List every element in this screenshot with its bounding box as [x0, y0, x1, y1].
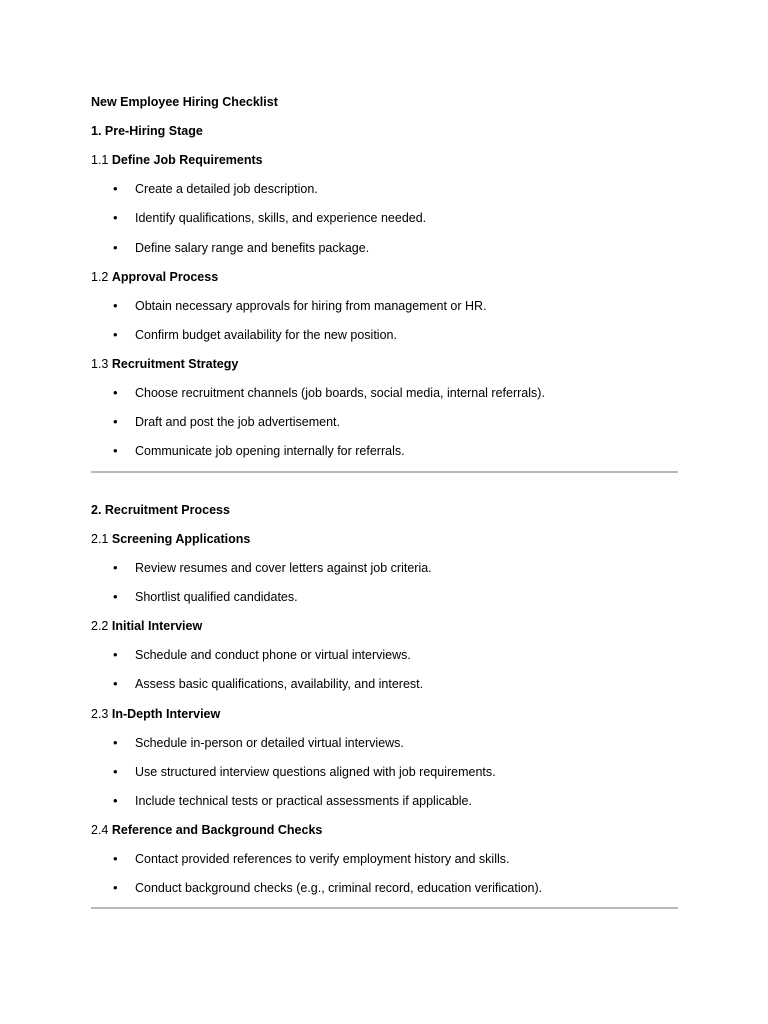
list-item — [113, 443, 405, 459]
subsection-heading — [91, 706, 220, 722]
bullet-icon: • — [113, 589, 118, 604]
list-item-text: Include technical tests or practical assessments if applicable. — [135, 794, 472, 808]
list-item-text: Communicate job opening internally for referrals. — [135, 444, 405, 458]
bullet-icon: • — [113, 764, 118, 779]
list-item-text: Schedule in-person or detailed virtual interviews. — [135, 736, 404, 750]
list-item — [113, 647, 411, 663]
subsection-title: Approval Process — [111, 270, 219, 284]
subsection-number: 1.2 — [91, 270, 109, 284]
list-item — [113, 181, 318, 197]
bullet-icon: • — [113, 414, 118, 429]
list-item-text: Define salary range and benefits package. — [135, 241, 370, 255]
subsection-number: 1.1 — [91, 153, 109, 167]
bullet-icon: • — [113, 327, 118, 342]
bullet-icon: • — [113, 181, 118, 196]
bullet-icon: • — [113, 443, 118, 458]
subsection-heading — [91, 356, 238, 372]
list-item-text: Draft and post the job advertisement. — [135, 415, 340, 429]
list-item-text: Create a detailed job description. — [135, 182, 318, 196]
bullet-icon: • — [113, 880, 118, 895]
list-item-text: Identify qualifications, skills, and experience needed. — [135, 211, 427, 225]
list-item-text: Obtain necessary approvals for hiring from management or HR. — [135, 299, 487, 313]
list-item — [113, 385, 545, 401]
section-divider — [91, 907, 678, 909]
list-item — [113, 589, 298, 605]
subsection-title: In-Depth Interview — [111, 707, 221, 721]
list-item — [113, 735, 404, 751]
bullet-icon: • — [113, 298, 118, 313]
subsection-title: Initial Interview — [111, 619, 203, 633]
list-item — [113, 676, 423, 692]
section-divider — [91, 471, 678, 473]
list-item-text: Use structured interview questions aligned with job requirements. — [135, 765, 496, 779]
list-item — [113, 880, 542, 896]
bullet-icon: • — [113, 647, 118, 662]
subsection-heading — [91, 152, 263, 168]
list-item-text: Schedule and conduct phone or virtual interviews. — [135, 648, 411, 662]
bullet-icon: • — [113, 560, 118, 575]
list-item-text: Contact provided references to verify employment history and skills. — [135, 852, 510, 866]
list-item-text: Conduct background checks (e.g., criminal record, education verification). — [135, 881, 543, 895]
subsection-number: 1.3 — [91, 357, 109, 371]
subsection-heading — [91, 531, 250, 547]
list-item — [113, 327, 397, 343]
list-item-text: Confirm budget availability for the new position. — [135, 328, 397, 342]
subsection-number: 2.3 — [91, 707, 109, 721]
list-item-text: Choose recruitment channels (job boards, social media, internal referrals). — [135, 386, 545, 400]
list-item — [113, 851, 509, 867]
list-item-text: Assess basic qualifications, availability, and interest. — [135, 677, 424, 691]
bullet-icon: • — [113, 735, 118, 750]
subsection-title: Screening Applications — [111, 532, 251, 546]
list-item — [113, 764, 496, 780]
section-heading: 1. Pre-Hiring Stage — [91, 124, 203, 138]
subsection-heading — [91, 618, 202, 634]
section-heading: 2. Recruitment Process — [91, 503, 230, 517]
subsection-heading — [91, 269, 218, 285]
subsection-title: Reference and Background Checks — [111, 823, 323, 837]
subsection-title: Recruitment Strategy — [111, 357, 239, 371]
list-item — [113, 793, 472, 809]
list-item — [113, 414, 340, 430]
list-item — [113, 298, 487, 314]
document-title: New Employee Hiring Checklist — [91, 95, 278, 109]
bullet-icon: • — [113, 240, 118, 255]
list-item — [113, 240, 369, 256]
list-item — [113, 560, 432, 576]
bullet-icon: • — [113, 851, 118, 866]
list-item-text: Shortlist qualified candidates. — [135, 590, 298, 604]
subsection-title: Define Job Requirements — [111, 153, 263, 167]
subsection-number: 2.1 — [91, 532, 109, 546]
list-item — [113, 210, 426, 226]
subsection-number: 2.4 — [91, 823, 109, 837]
bullet-icon: • — [113, 210, 118, 225]
subsection-heading — [91, 822, 322, 838]
bullet-icon: • — [113, 385, 118, 400]
bullet-icon: • — [113, 676, 118, 691]
subsection-number: 2.2 — [91, 619, 109, 633]
bullet-icon: • — [113, 793, 118, 808]
list-item-text: Review resumes and cover letters against job criteria. — [135, 561, 432, 575]
